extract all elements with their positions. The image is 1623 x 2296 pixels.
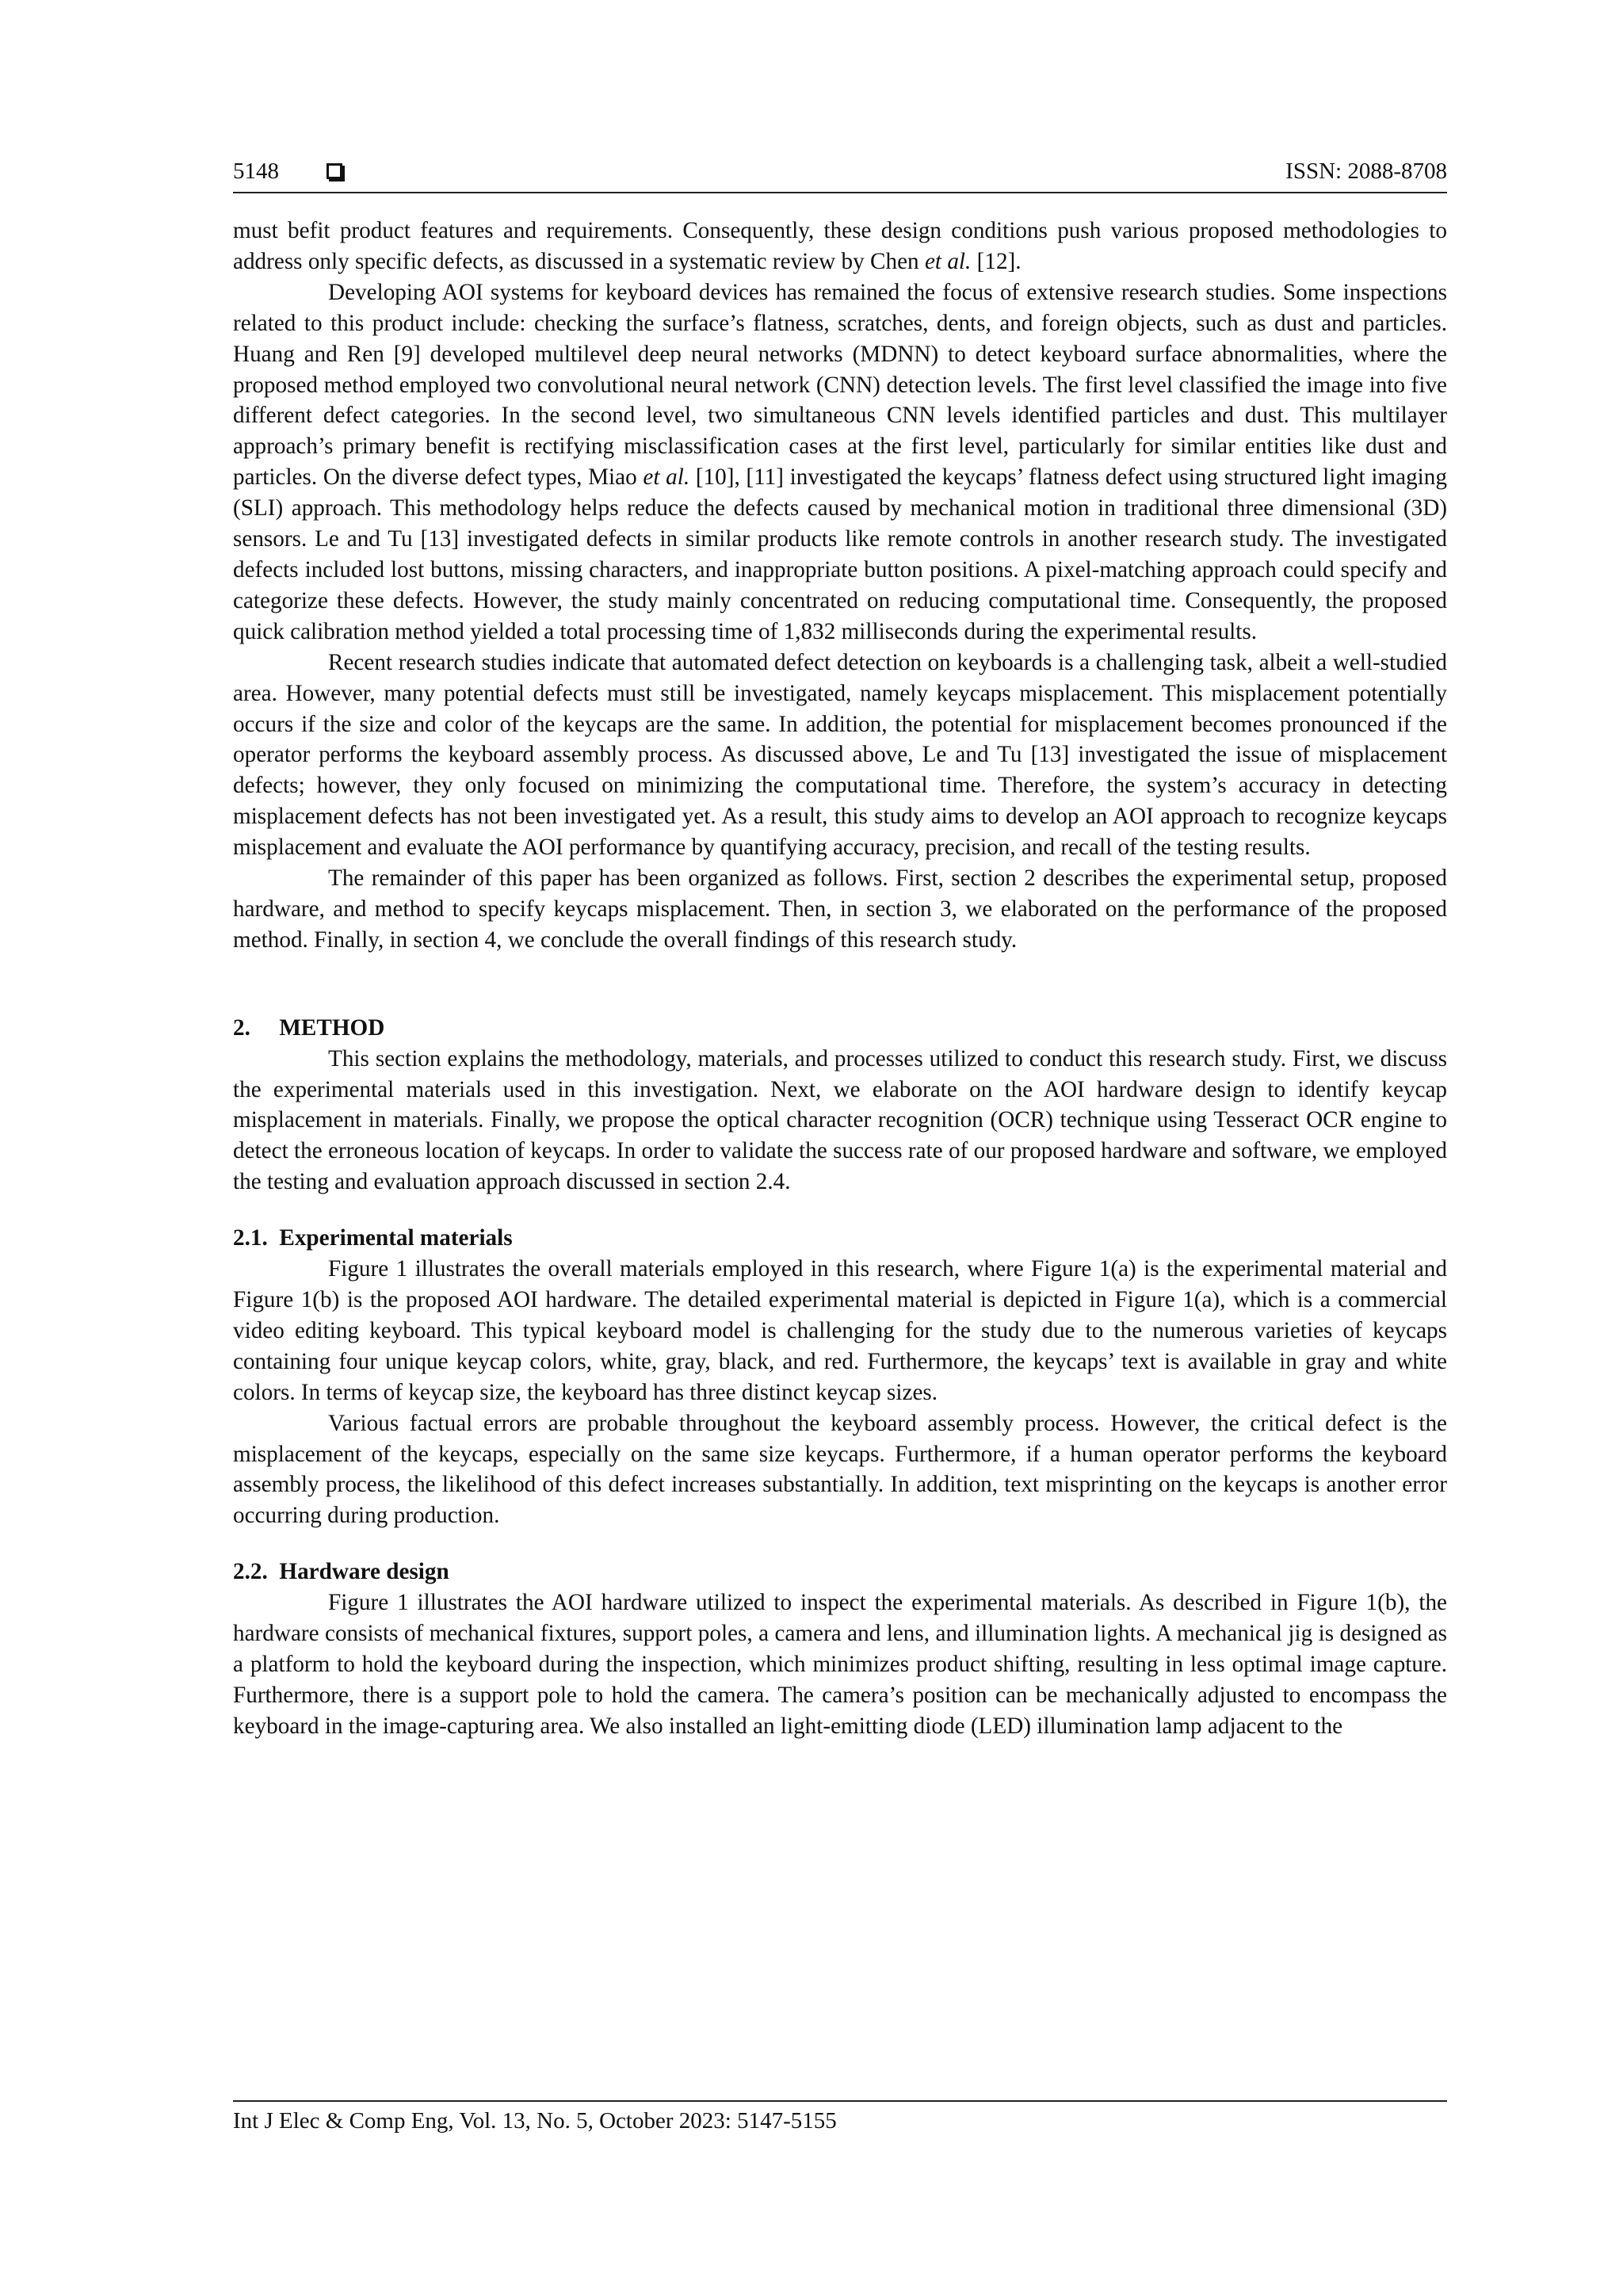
paragraph: must befit product features and requirements. Consequently, these design conditions push various proposed methodologies to address only specific defects, as discussed in a systematic review by Chen et al. [12]. <box>233 218 1447 274</box>
subsection-heading-hardware-design: 2.2. Hardware design <box>233 1559 449 1585</box>
paragraph: This section explains the methodology, materials, and processes utilized to conduct this research study. First, we discuss the experimental materials used in this investigation. Next, we elaborate on the AOI hardware design to identify keycap misplacement in materials. Finally, we propose the optical character recognition (OCR) technique using Tesseract OCR engine to detect the erroneous location of keycaps. In order to validate the success rate of our proposed hardware and software, we employed the testing and evaluation approach discussed in section 2.4. <box>233 1045 1447 1195</box>
square-bullet-icon <box>327 163 342 179</box>
subsection-heading-experimental-materials: 2.1. Experimental materials <box>233 1225 513 1251</box>
page-header <box>233 155 1447 193</box>
paragraph: Recent research studies indicate that automated defect detection on keyboards is a challenging task, albeit a well-studied area. However, many potential defects must still be investigated, namely keycaps misplacement. This misplacement potentially occurs if the size and color of the keycaps are the same. In addition, the potential for misplacement becomes pronounced if the operator performs the keyboard assembly process. As discussed above, Le and Tu [13] investigated the issue of misplacement defects; however, they only focused on minimizing the computational time. Therefore, the system’s accuracy in detecting misplacement defects has not been investigated yet. As a result, this study aims to develop an AOI approach to recognize keycaps misplacement and evaluate the AOI performance by quantifying accuracy, precision, and recall of the testing results. <box>233 649 1447 861</box>
issn-label: ISSN: 2088-8708 <box>1285 159 1447 184</box>
paragraph: Various factual errors are probable throughout the keyboard assembly process. However, the critical defect is the misplacement of the keycaps, especially on the same size keycaps. Furthermore, if a human operator performs the keyboard assembly process, the likelihood of this defect increases substantially. In addition, text misprinting on the keycaps is another error occurring during production. <box>233 1410 1447 1529</box>
page-number: 5148 <box>233 159 279 184</box>
paragraph: Figure 1 illustrates the overall materials employed in this research, where Figure 1(a) is the experimental material and Figure 1(b) is the proposed AOI hardware. The detailed experimental material is depicted in Figure 1(a), which is a commercial video editing keyboard. This typical keyboard model is challenging for the study due to the numerous varieties of keycaps containing four unique keycap colors, white, gray, black, and red. Furthermore, the keycaps’ text is available in gray and white colors. In terms of keycap size, the keyboard has three distinct keycap sizes. <box>233 1256 1447 1405</box>
section-heading-method: 2. METHOD <box>233 1014 385 1041</box>
paragraph: Developing AOI systems for keyboard devices has remained the focus of extensive research studies. Some inspections related to this product include: checking the surface’s flatness, scratches, dents, and foreign objects, such as dust and particles. Huang and Ren [9] developed multilevel deep neural networks (MDNN) to detect keyboard surface abnormalities, where the proposed method employed two convolutional neural network (CNN) detection levels. The first level classified the image into five different defect categories. In the second level, two simultaneous CNN levels identified particles and dust. This multilayer approach’s primary benefit is rectifying misclassification cases at the first level, particularly for similar entities like dust and particles. On the diverse defect types, Miao et al. [10], [11] investigated the keycaps’ flatness defect using structured light imaging (SLI) approach. This methodology helps reduce the defects caused by mechanical motion in traditional three dimensional (3D) sensors. Le and Tu [13] investigated defects in similar products like remote controls in another research study. The investigated defects included lost buttons, missing characters, and inappropriate button positions. A pixel-matching approach could specify and categorize these defects. However, the study mainly concentrated on reducing computational time. Consequently, the proposed quick calibration method yielded a total processing time of 1,832 milliseconds during the experimental results. <box>233 279 1447 644</box>
body-text <box>233 216 1447 1742</box>
journal-citation: Int J Elec & Comp Eng, Vol. 13, No. 5, October 2023: 5147-5155 <box>233 2108 837 2134</box>
paragraph: Figure 1 illustrates the AOI hardware utilized to inspect the experimental materials. As described in Figure 1(b), the hardware consists of mechanical fixtures, support poles, a camera and lens, and illumination lights. A mechanical jig is designed as a platform to hold the keyboard during the inspection, which minimizes product shifting, resulting in less optimal image capture. Furthermore, there is a support pole to hold the camera. The camera’s position can be mechanically adjusted to encompass the keyboard in the image-capturing area. We also installed an light-emitting diode (LED) illumination lamp adjacent to the <box>233 1590 1447 1739</box>
paragraph: The remainder of this paper has been organized as follows. First, section 2 describes the experimental setup, proposed hardware, and method to specify keycaps misplacement. Then, in section 3, we elaborated on the performance of the proposed method. Finally, in section 4, we conclude the overall findings of this research study. <box>233 865 1447 953</box>
page-footer <box>233 2100 1447 2134</box>
